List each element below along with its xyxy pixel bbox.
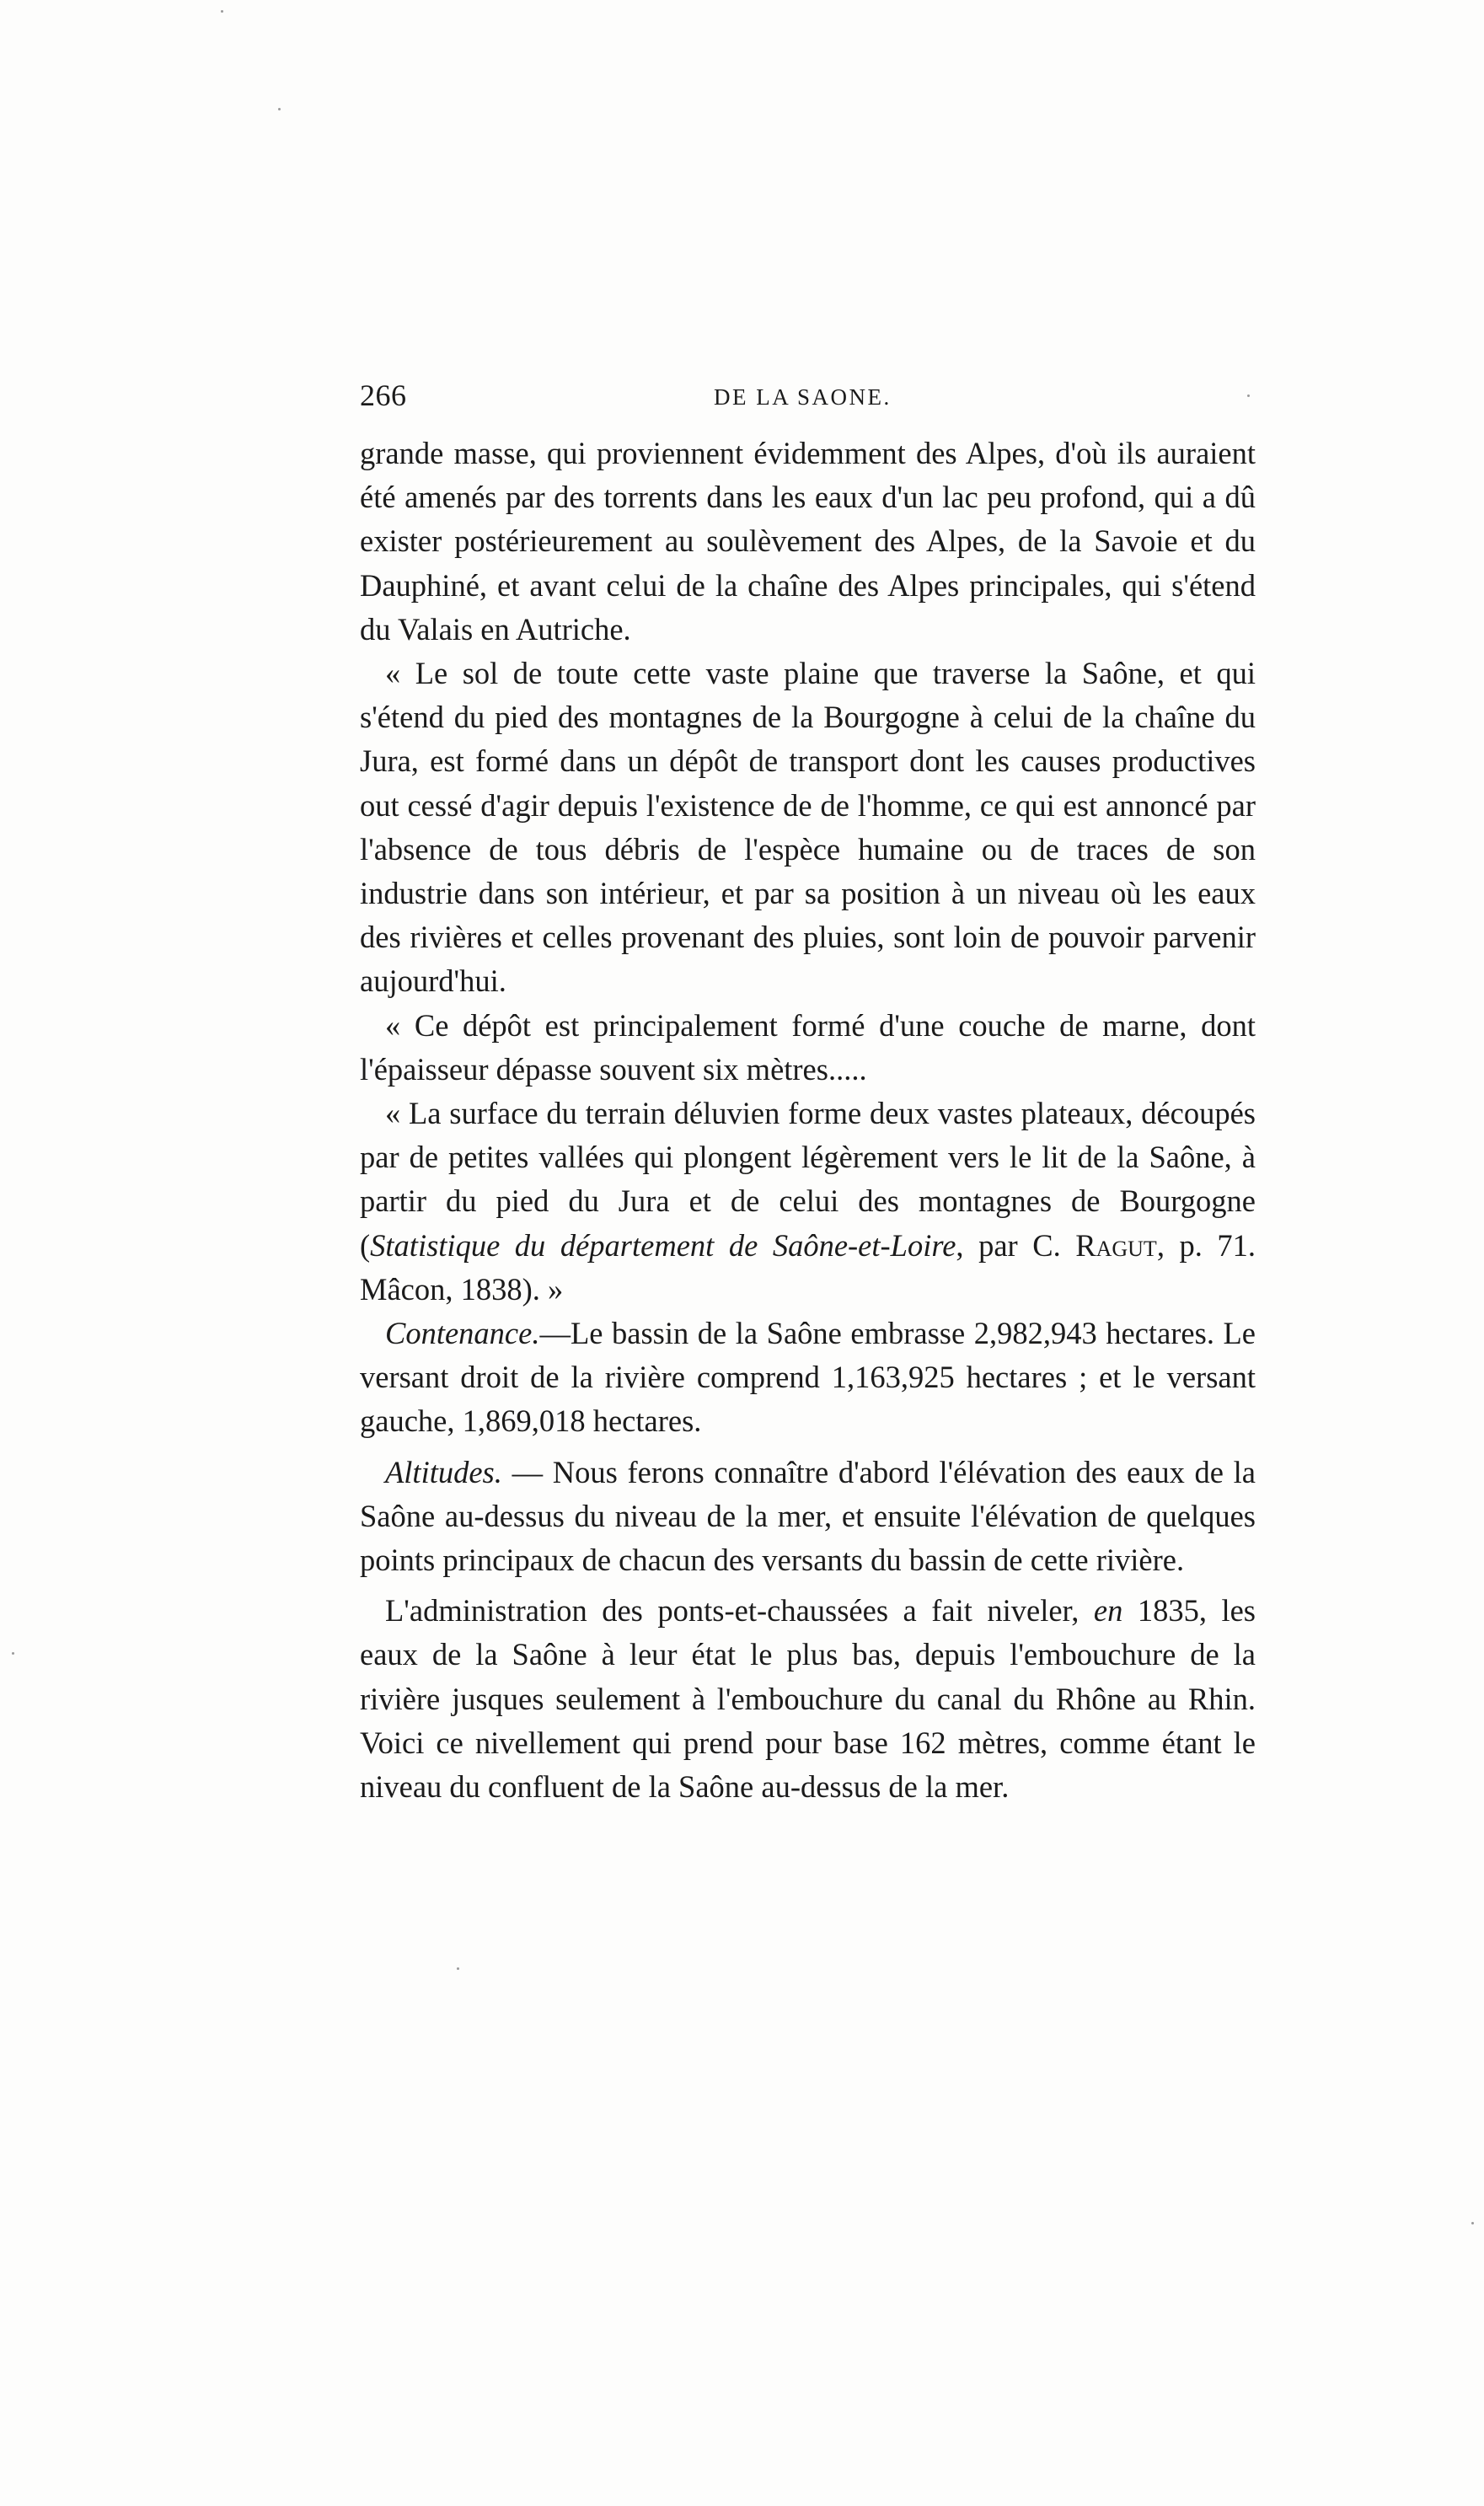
paper-speck [1471, 2222, 1474, 2224]
paragraph-4-text: « La surface du terrain déluvien forme deux vastes plateaux, découpés par de petites vallées qui plongent légèrement vers le lit de la Saône, à partir du pied du Jura et de celui des montagnes de Bourgogne ( [360, 1096, 1256, 1263]
page-number: 266 [360, 378, 407, 412]
section-label-altitudes: Altitudes. [385, 1454, 502, 1489]
paragraph-3: « Ce dépôt est principalement formé d'une couche de marne, dont l'épaisseur dépasse souvent six mètres..... [360, 1007, 1256, 1087]
paragraph-4-end: , p. 71. Mâcon, 1838). » [360, 1227, 1256, 1307]
paragraph-5 [360, 1312, 1256, 1444]
italic-en: en [1093, 1593, 1123, 1629]
paragraph-4 [360, 1092, 1256, 1312]
page-header [360, 378, 1256, 428]
paper-speck [1247, 394, 1250, 397]
paragraph-7-text-before: L'administration des ponts-et-chaussées a fait niveler, [385, 1593, 1094, 1629]
citation-title: Statistique du département de Saône-et-Loire [370, 1227, 956, 1263]
paragraph-4-after-citation: , par C. [956, 1227, 1076, 1263]
paragraph-6-text: — Nous ferons connaître d'abord l'élévation des eaux de la Saône au-dessus du niveau de la mer, et ensuite l'élévation de quelques points principaux de chacun des versants du bassin de cette rivière. [360, 1454, 1256, 1578]
paragraph-2: « Le sol de toute cette vaste plaine que traverse la Saône, et qui s'étend du pied des montagnes de la Bourgogne à celui de la chaîne du Jura, est formé dans un dépôt de transport dont les causes productives out cessé d'agir depuis l'existence de de l'homme, ce qui est annoncé par l'absence de tous débris de l'espèce humaine ou de traces de son industrie dans son intérieur, et par sa position à un niveau où les eaux des rivières et celles provenant des pluies, sont loin de pouvoir parvenir aujourd'hui. [360, 656, 1256, 999]
section-label-contenance: Contenance. [385, 1316, 540, 1351]
paper-speck [457, 1967, 459, 1970]
body-text [360, 432, 1256, 1809]
paragraph-1: grande masse, qui proviennent évidemment des Alpes, d'où ils auraient été amenés par des torrents dans les eaux d'un lac peu profond, qui a dû exister postérieurement au soulèvement des Alpes, de la Savoie et du Dauphiné, et avant celui de la chaîne des Alpes principales, qui s'étend du Valais en Autriche. [360, 436, 1256, 647]
paragraph-7 [360, 1589, 1256, 1809]
paragraph-5-text: —Le bassin de la Saône embrasse 2,982,943 hectares. Le versant droit de la rivière comprend 1,163,925 hectares ; et le versant gauche, 1,869,018 hectares. [360, 1316, 1256, 1439]
running-head: DE LA SAONE. [714, 384, 892, 410]
paragraph-6 [360, 1451, 1256, 1583]
paper-speck [221, 10, 223, 13]
paragraph-7-text-after: 1835, les eaux de la Saône à leur état le plus bas, depuis l'embouchure de la rivière jusques seulement à l'embouchure du canal du Rhône au Rhin. Voici ce nivellement qui prend pour base 162 mètres, comme étant le niveau du confluent de la Saône au-dessus de la mer. [360, 1593, 1256, 1805]
citation-author: Ragut [1075, 1227, 1157, 1263]
paper-speck [12, 1652, 14, 1655]
paper-speck [278, 108, 281, 110]
